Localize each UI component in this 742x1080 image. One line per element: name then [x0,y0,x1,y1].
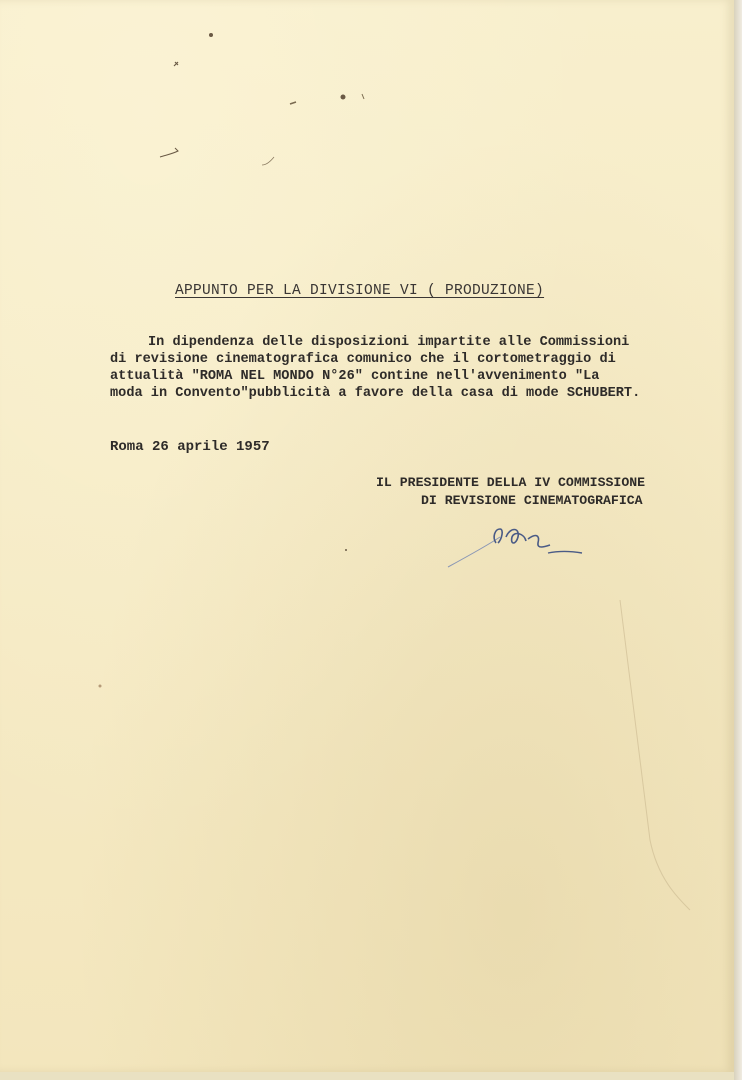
signatory-title: IL PRESIDENTE DELLA IV COMMISSIONE [376,475,646,490]
body-line: moda in Convento"pubblicità a favore della casa di mode SCHUBERT. [110,386,641,401]
body-line: di revisione cinematografica comunico che il cortometraggio di [110,352,616,367]
page-edge [734,0,742,1080]
document-date: Roma 26 aprile 1957 [110,439,270,455]
body-paragraph [110,334,710,402]
signatory-block [376,474,645,510]
signatory-office: DI REVISIONE CINEMATOGRAFICA [421,493,643,508]
document-heading: APPUNTO PER LA DIVISIONE VI ( PRODUZIONE) [175,283,545,299]
handwritten-signature [440,515,600,575]
body-line: In dipendenza delle disposizioni impartite alle Commissioni [148,335,630,350]
body-line: attualità "ROMA NEL MONDO N°26" contine nell'avvenimento "La [110,369,600,384]
